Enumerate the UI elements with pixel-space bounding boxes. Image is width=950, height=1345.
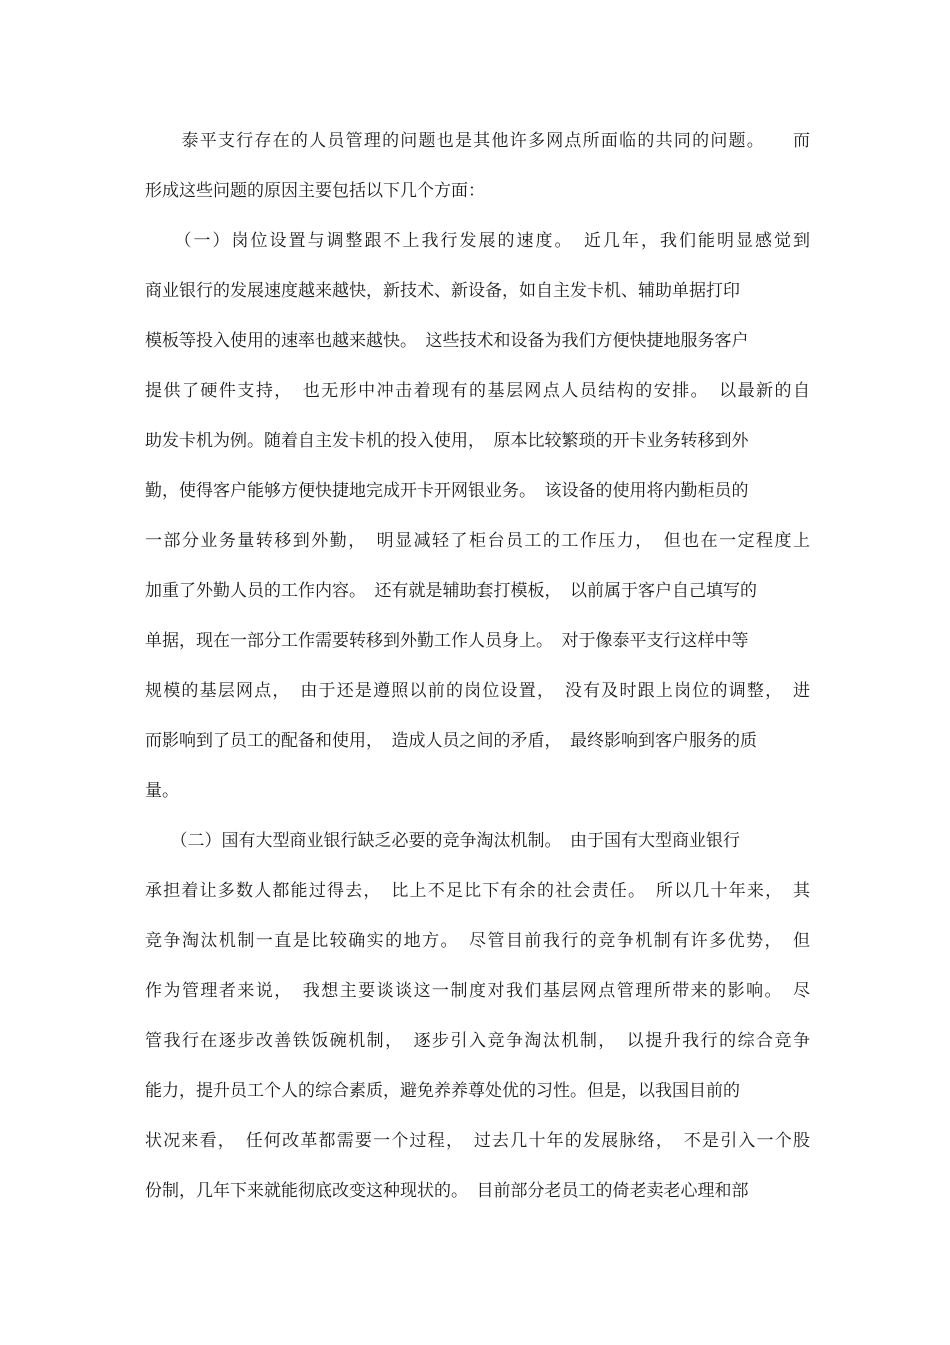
text-line-1: 泰平支行存在的人员管理的问题也是其他许多网点所面临的共同的问题。 而: [145, 131, 810, 151]
text-line-16: 承担着让多数人都能过得去， 比上不足比下有余的社会责任。 所以几十年来， 其: [145, 881, 810, 901]
text-line-11: 单据，现在一部分工作需要转移到外勤工作人员身上。 对于像泰平支行这样中等: [145, 631, 749, 651]
text-line-13: 而影响到了员工的配备和使用， 造成人员之间的矛盾， 最终影响到客户服务的质: [145, 731, 757, 751]
body-text: [145, 116, 810, 1216]
text-line-3: （一）岗位设置与调整跟不上我行发展的速度。 近几年，我们能明显感觉到: [145, 231, 810, 251]
text-line-12: 规模的基层网点， 由于还是遵照以前的岗位设置， 没有及时跟上岗位的调整， 进: [145, 681, 810, 701]
text-line-19: 管我行在逐步改善铁饭碗机制， 逐步引入竞争淘汰机制， 以提升我行的综合竞争: [145, 1031, 810, 1051]
text-line-10: 加重了外勤人员的工作内容。 还有就是辅助套打模板， 以前属于客户自己填写的: [145, 581, 757, 601]
text-line-17: 竞争淘汰机制一直是比较确实的地方。 尽管目前我行的竞争机制有许多优势， 但: [145, 931, 810, 951]
text-line-20: 能力，提升员工个人的综合素质，避免养养尊处优的习性。但是，以我国目前的: [145, 1081, 740, 1101]
text-line-15: （二）国有大型商业银行缺乏必要的竞争淘汰机制。 由于国有大型商业银行: [145, 831, 740, 851]
text-line-7: 助发卡机为例。随着自主发卡机的投入使用， 原本比较繁琐的开卡业务转移到外: [145, 431, 749, 451]
text-line-6: 提供了硬件支持， 也无形中冲击着现有的基层网点人员结构的安排。 以最新的自: [145, 381, 810, 401]
text-line-8: 勤，使得客户能够方便快捷地完成开卡开网银业务。 该设备的使用将内勤柜员的: [145, 481, 749, 501]
text-line-5: 模板等投入使用的速率也越来越快。 这些技术和设备为我们方便快捷地服务客户: [145, 331, 749, 351]
text-line-14: 量。: [145, 781, 179, 801]
text-line-9: 一部分业务量转移到外勤， 明显减轻了柜台员工的工作压力， 但也在一定程度上: [145, 531, 810, 551]
text-line-22: 份制，几年下来就能彻底改变这种现状的。 目前部分老员工的倚老卖老心理和部: [145, 1181, 749, 1201]
text-line-21: 状况来看， 任何改革都需要一个过程， 过去几十年的发展脉络， 不是引入一个股: [145, 1131, 810, 1151]
text-line-2: 形成这些问题的原因主要包括以下几个方面：: [145, 181, 485, 201]
text-line-4: 商业银行的发展速度越来越快，新技术、新设备，如自主发卡机、辅助单据打印: [145, 281, 740, 301]
text-line-18: 作为管理者来说， 我想主要谈谈这一制度对我们基层网点管理所带来的影响。 尽: [145, 981, 810, 1001]
